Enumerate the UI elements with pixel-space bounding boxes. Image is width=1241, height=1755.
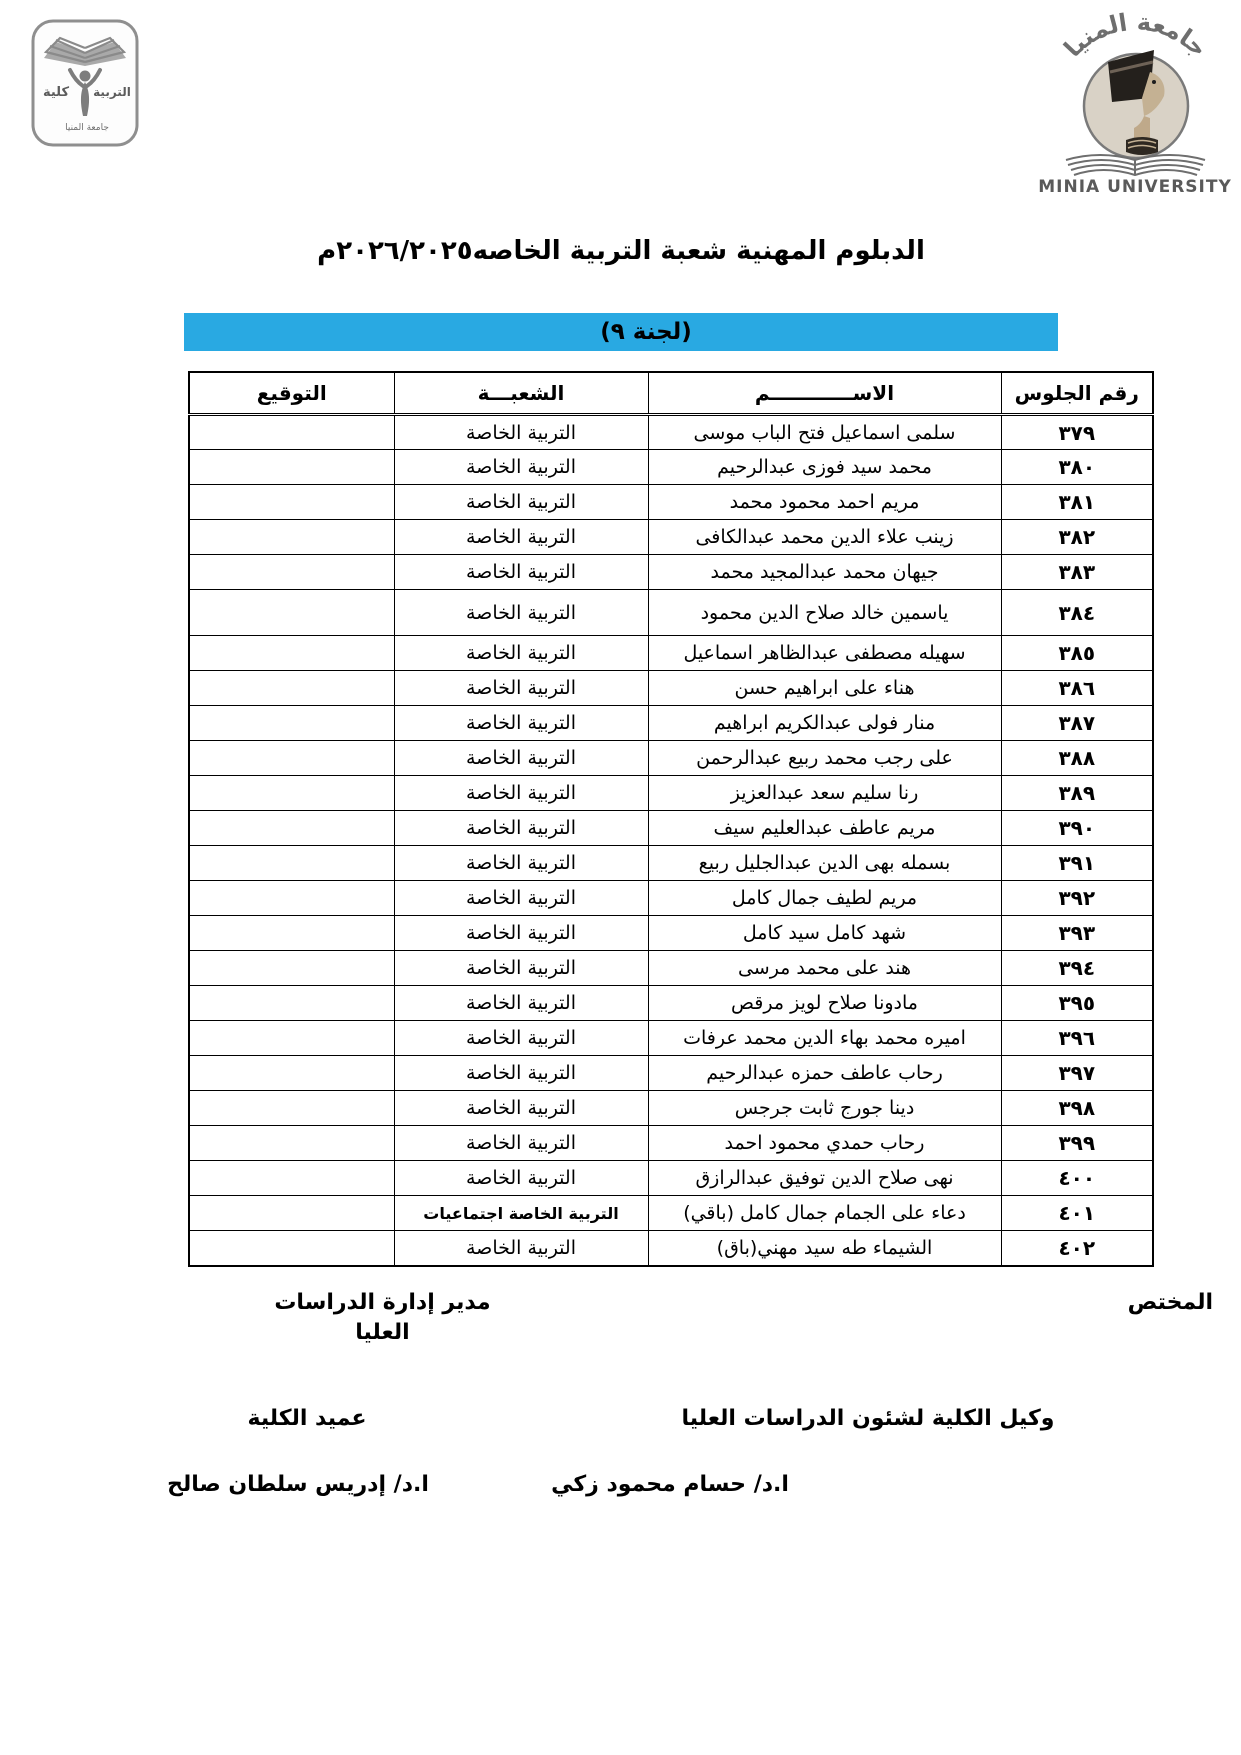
table-row	[189, 450, 1153, 485]
table-row	[189, 776, 1153, 811]
signature-cell	[189, 555, 394, 590]
signature-cell	[189, 846, 394, 881]
signature-cell	[189, 590, 394, 636]
signature-cell	[189, 1021, 394, 1056]
division-cell: التربية الخاصة	[394, 555, 648, 590]
university-logo-arc-text: جامعة المنيا	[1058, 10, 1213, 63]
seat-cell: ٣٨٦	[1001, 671, 1153, 706]
signature-cell	[189, 741, 394, 776]
name-cell: مادونا صلاح لويز مرقص	[648, 986, 1001, 1021]
seat-cell: ٣٨٩	[1001, 776, 1153, 811]
seat-cell: ٣٩٨	[1001, 1091, 1153, 1126]
name-cell: بسمله بهى الدين عبدالجليل ربيع	[648, 846, 1001, 881]
seat-cell: ٣٨٠	[1001, 450, 1153, 485]
seat-cell: ٤٠١	[1001, 1196, 1153, 1231]
table-row	[189, 986, 1153, 1021]
division-cell: التربية الخاصة	[394, 881, 648, 916]
signature-cell	[189, 1161, 394, 1196]
committee-banner	[184, 313, 1058, 351]
name-header: الاســــــــــــم	[648, 372, 1001, 415]
signature-cell	[189, 986, 394, 1021]
university-logo-caption: MINIA UNIVERSITY	[1038, 177, 1232, 196]
university-logo-graphic	[1038, 10, 1233, 196]
name-cell: منار فولى عبدالكريم ابراهيم	[648, 706, 1001, 741]
name-cell: محمد سيد فوزى عبدالرحيم	[648, 450, 1001, 485]
students-table-body	[189, 415, 1153, 1266]
page-title: الدبلوم المهنية شعبة التربية الخاصه٢٠٢٦/٢٠٢٥م	[317, 236, 925, 266]
name-cell: سلمى اسماعيل فتح الباب موسى	[648, 415, 1001, 450]
division-cell: التربية الخاصة	[394, 520, 648, 555]
table-row	[189, 1161, 1153, 1196]
division-cell: التربية الخاصة	[394, 485, 648, 520]
name-cell: مريم لطيف جمال كامل	[648, 881, 1001, 916]
signature-cell	[189, 811, 394, 846]
division-cell: التربية الخاصة	[394, 415, 648, 450]
division-cell: التربية الخاصة	[394, 450, 648, 485]
signature-cell	[189, 1056, 394, 1091]
signature-cell	[189, 706, 394, 741]
seat-cell: ٣٩٧	[1001, 1056, 1153, 1091]
table-row	[189, 485, 1153, 520]
faculty-logo-word-left: كلية	[42, 85, 70, 100]
students-table	[188, 371, 1154, 1267]
seat-cell: ٣٨٢	[1001, 520, 1153, 555]
division-cell: التربية الخاصة	[394, 1091, 648, 1126]
table-row	[189, 881, 1153, 916]
seat-cell: ٣٩٩	[1001, 1126, 1153, 1161]
name-cell: دينا جورج ثابت جرجس	[648, 1091, 1001, 1126]
division-cell: التربية الخاصة	[394, 1126, 648, 1161]
signature-cell	[189, 1231, 394, 1266]
director-title	[255, 1288, 510, 1348]
division-cell: التربية الخاصة	[394, 776, 648, 811]
signature-cell	[189, 1126, 394, 1161]
division-cell: التربية الخاصة	[394, 671, 648, 706]
name-cell: رنا سليم سعد عبدالعزيز	[648, 776, 1001, 811]
seat-cell: ٣٩٢	[1001, 881, 1153, 916]
signature-cell	[189, 671, 394, 706]
faculty-logo-subtitle: جامعة المنيا	[65, 123, 109, 133]
signature-cell	[189, 520, 394, 555]
seat-cell: ٣٨٤	[1001, 590, 1153, 636]
director-title-line1: مدير إدارة الدراسات	[274, 1290, 491, 1315]
table-row	[189, 1126, 1153, 1161]
vice-dean-name: ا.د/ حسام محمود زكي	[551, 1472, 789, 1497]
seat-cell: ٣٩٦	[1001, 1021, 1153, 1056]
seat-cell: ٣٩١	[1001, 846, 1153, 881]
seat-cell: ٣٨١	[1001, 485, 1153, 520]
division-cell: التربية الخاصة اجتماعيات	[394, 1196, 648, 1231]
table-row	[189, 636, 1153, 671]
signature-header: التوقيع	[189, 372, 394, 415]
table-row	[189, 706, 1153, 741]
division-cell: التربية الخاصة	[394, 590, 648, 636]
name-cell: هناء على ابراهيم حسن	[648, 671, 1001, 706]
dean-title: عميد الكلية	[247, 1406, 367, 1431]
name-cell: زينب علاء الدين محمد عبدالكافى	[648, 520, 1001, 555]
table-row	[189, 555, 1153, 590]
table-row	[189, 1231, 1153, 1266]
division-header: الشعبـــة	[394, 372, 648, 415]
seat-cell: ٣٩٠	[1001, 811, 1153, 846]
director-title-line2: العليا	[355, 1320, 410, 1345]
signature-cell	[189, 415, 394, 450]
seat-cell: ٤٠٠	[1001, 1161, 1153, 1196]
faculty-logo-word-right: التربية	[93, 85, 131, 99]
name-cell: شهد كامل سيد كامل	[648, 916, 1001, 951]
table-row	[189, 415, 1153, 450]
signature-cell	[189, 881, 394, 916]
table-row	[189, 590, 1153, 636]
faculty-of-education-logo	[30, 18, 140, 148]
division-cell: التربية الخاصة	[394, 741, 648, 776]
table-row	[189, 916, 1153, 951]
division-cell: التربية الخاصة	[394, 1161, 648, 1196]
signature-cell	[189, 1196, 394, 1231]
nefertiti-icon	[1084, 50, 1188, 158]
signature-cell	[189, 485, 394, 520]
signature-cell	[189, 916, 394, 951]
name-cell: نهى صلاح الدين توفيق عبدالرازق	[648, 1161, 1001, 1196]
name-cell: على رجب محمد ربيع عبدالرحمن	[648, 741, 1001, 776]
table-row	[189, 811, 1153, 846]
name-cell: الشيماء طه سيد مهني(باق)	[648, 1231, 1001, 1266]
name-cell: ياسمين خالد صلاح الدين محمود	[648, 590, 1001, 636]
name-cell: هند على محمد مرسى	[648, 951, 1001, 986]
division-cell: التربية الخاصة	[394, 636, 648, 671]
seat-cell: ٣٨٨	[1001, 741, 1153, 776]
signature-cell	[189, 951, 394, 986]
table-row	[189, 951, 1153, 986]
seat-cell: ٣٨٣	[1001, 555, 1153, 590]
seat-cell: ٣٨٧	[1001, 706, 1153, 741]
seat-cell: ٣٩٤	[1001, 951, 1153, 986]
students-table-container	[188, 371, 1154, 1267]
dean-name: ا.د/ إدريس سلطان صالح	[167, 1472, 429, 1497]
seat-number-header: رقم الجلوس	[1001, 372, 1153, 415]
table-row	[189, 1091, 1153, 1126]
table-row	[189, 1196, 1153, 1231]
name-cell: جيهان محمد عبدالمجيد محمد	[648, 555, 1001, 590]
name-cell: رحاب حمدي محمود احمد	[648, 1126, 1001, 1161]
division-cell: التربية الخاصة	[394, 811, 648, 846]
name-cell: سهيله مصطفى عبدالظاهر اسماعيل	[648, 636, 1001, 671]
division-cell: التربية الخاصة	[394, 846, 648, 881]
division-cell: التربية الخاصة	[394, 1056, 648, 1091]
name-cell: رحاب عاطف حمزه عبدالرحيم	[648, 1056, 1001, 1091]
division-cell: التربية الخاصة	[394, 1021, 648, 1056]
division-cell: التربية الخاصة	[394, 986, 648, 1021]
signature-cell	[189, 1091, 394, 1126]
faculty-logo-graphic	[30, 18, 140, 148]
header-row	[189, 372, 1153, 415]
seat-cell: ٣٩٣	[1001, 916, 1153, 951]
signature-cell	[189, 636, 394, 671]
name-cell: مريم احمد محمود محمد	[648, 485, 1001, 520]
students-table-header	[189, 372, 1153, 415]
division-cell: التربية الخاصة	[394, 951, 648, 986]
name-cell: اميره محمد بهاء الدين محمد عرفات	[648, 1021, 1001, 1056]
division-cell: التربية الخاصة	[394, 916, 648, 951]
division-cell: التربية الخاصة	[394, 706, 648, 741]
vice-dean-title: وكيل الكلية لشئون الدراسات العليا	[681, 1406, 1055, 1431]
name-cell: دعاء على الجمام جمال كامل (باقي)	[648, 1196, 1001, 1231]
table-row	[189, 671, 1153, 706]
committee-banner-label: (لجنة ٩)	[600, 319, 692, 345]
table-row	[189, 520, 1153, 555]
table-row	[189, 1021, 1153, 1056]
minia-university-logo	[1038, 10, 1233, 196]
seat-cell: ٣٨٥	[1001, 636, 1153, 671]
name-cell: مريم عاطف عبدالعليم سيف	[648, 811, 1001, 846]
specialist-label: المختص	[1127, 1290, 1213, 1315]
table-row	[189, 1056, 1153, 1091]
table-row	[189, 846, 1153, 881]
division-cell: التربية الخاصة	[394, 1231, 648, 1266]
seat-cell: ٤٠٢	[1001, 1231, 1153, 1266]
seat-cell: ٣٧٩	[1001, 415, 1153, 450]
seat-cell: ٣٩٥	[1001, 986, 1153, 1021]
table-row	[189, 741, 1153, 776]
signature-cell	[189, 776, 394, 811]
signature-cell	[189, 450, 394, 485]
